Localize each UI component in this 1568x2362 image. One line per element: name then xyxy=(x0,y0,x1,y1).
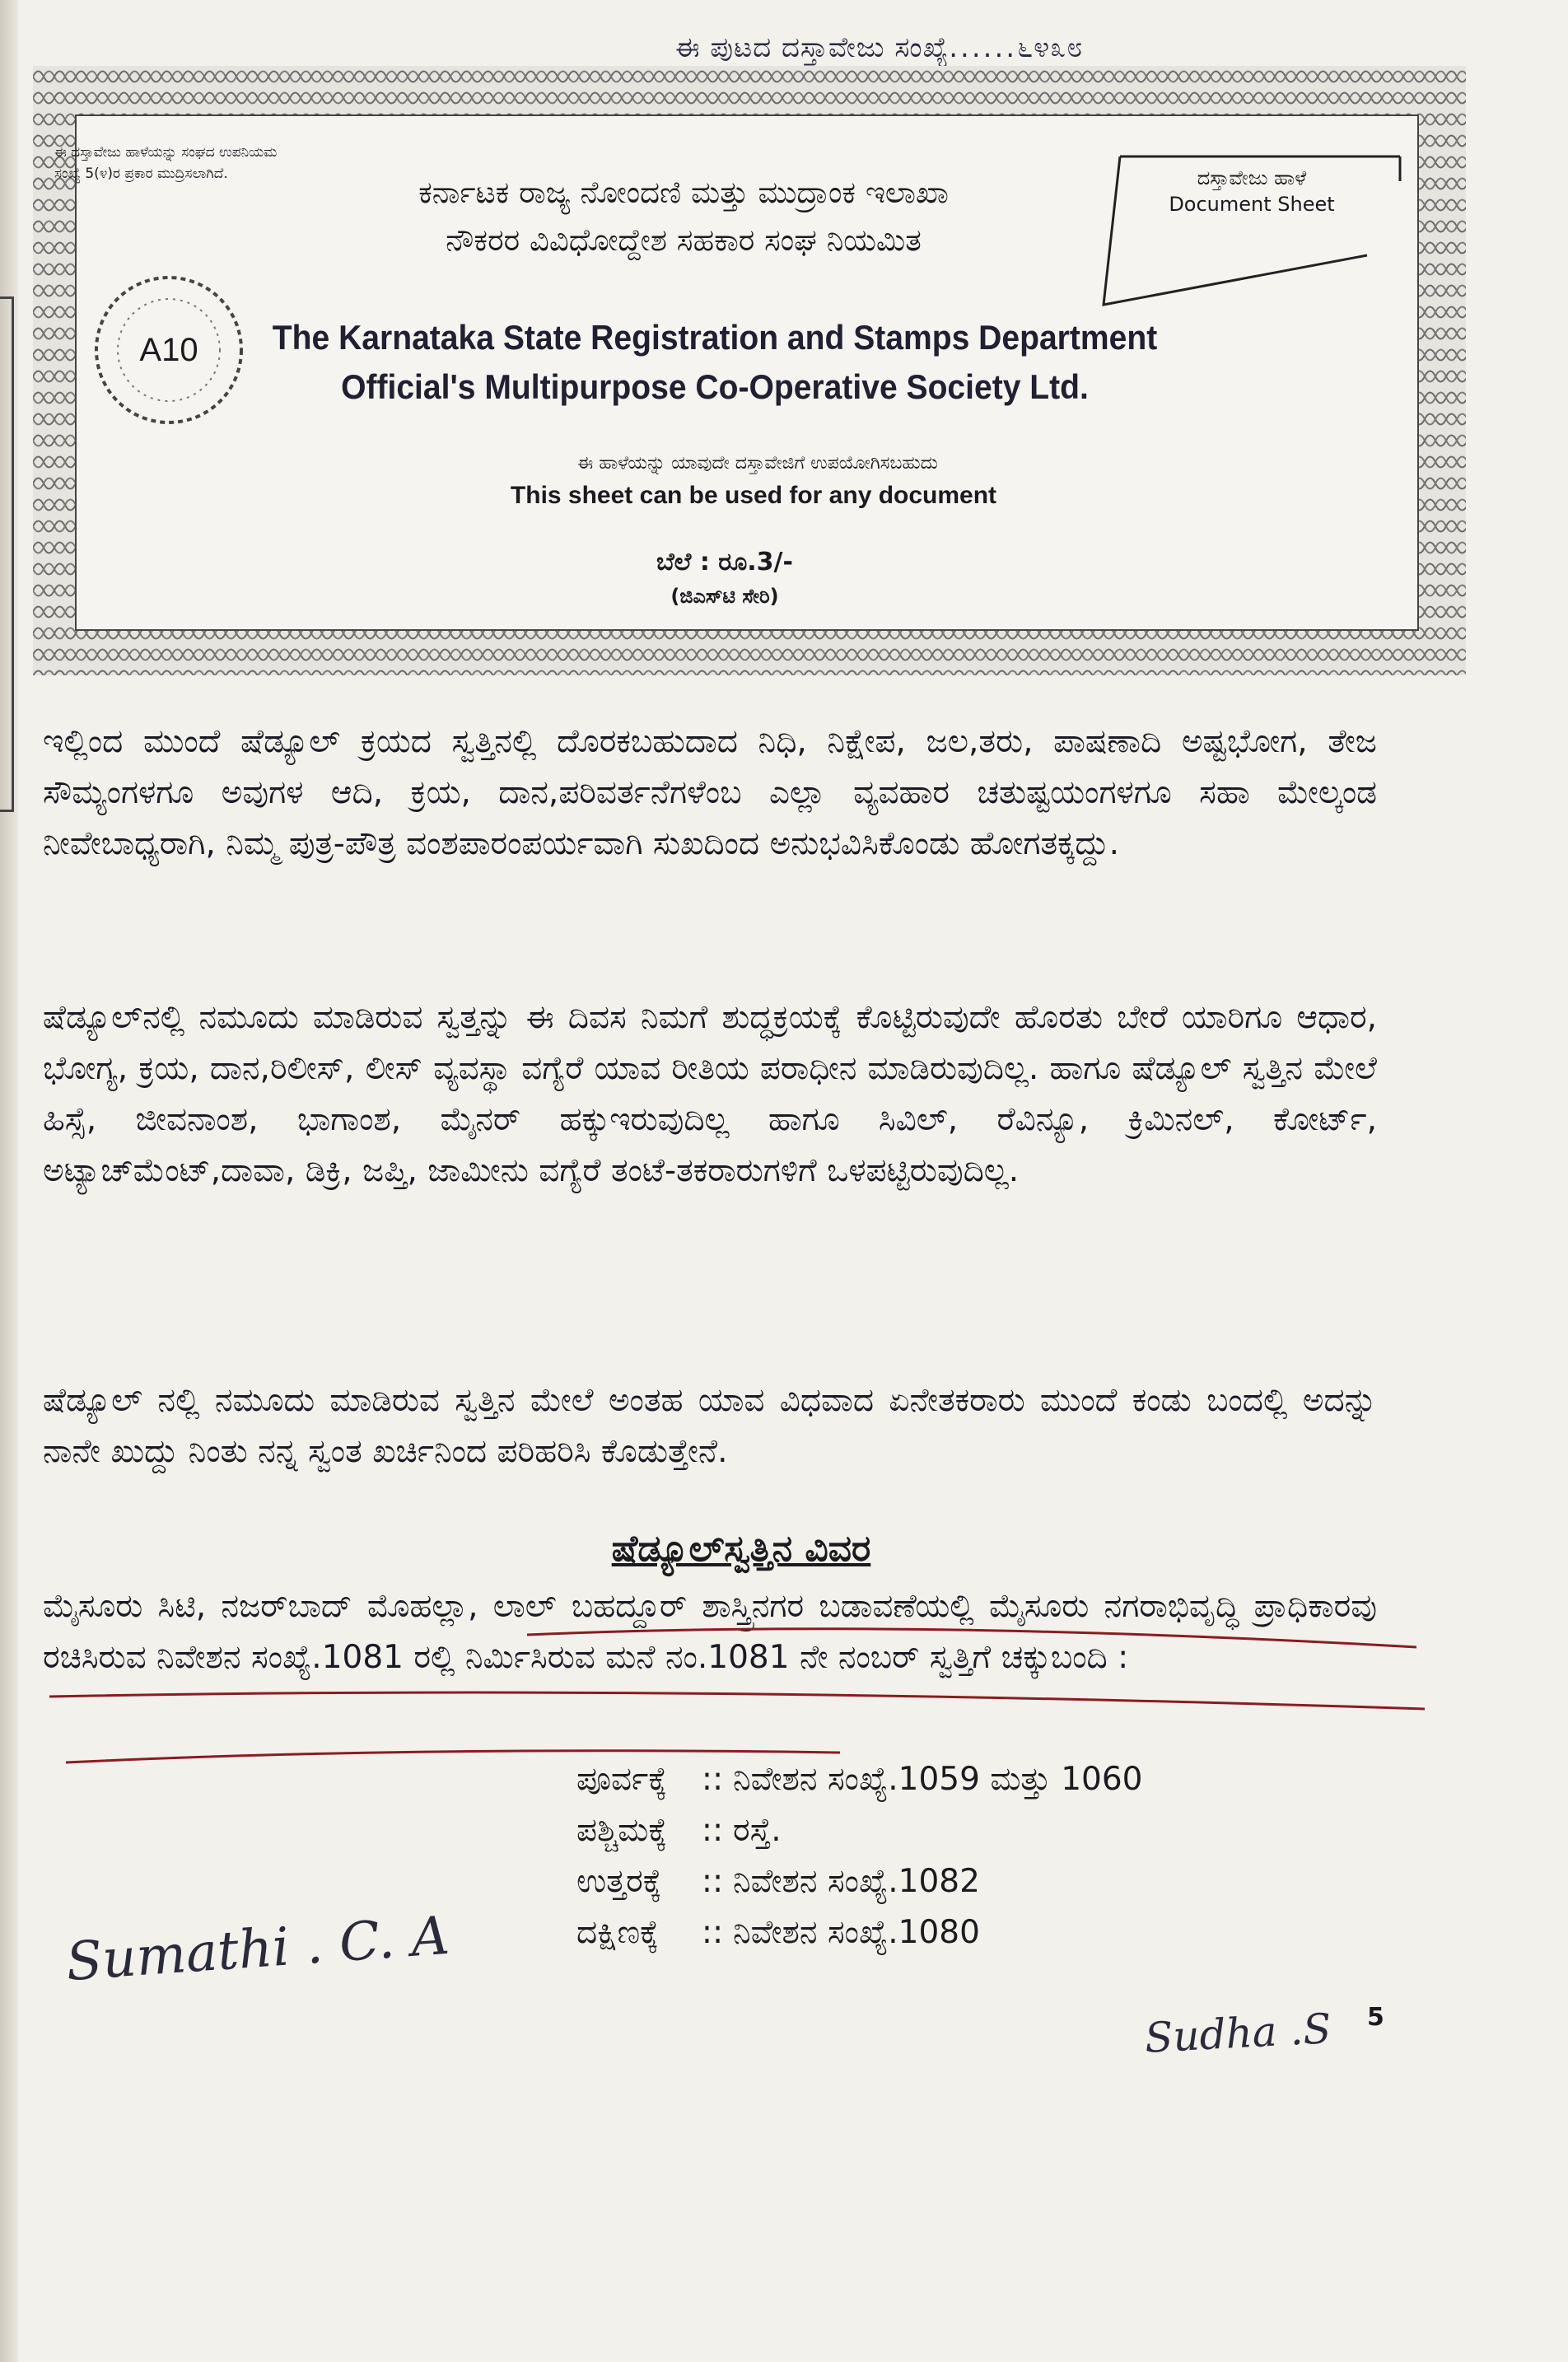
boundary-separator: :: xyxy=(701,1761,724,1798)
sheet-topleft-note xyxy=(54,142,277,184)
office-seal xyxy=(82,264,255,436)
schedule-description: ಮೈಸೂರು ಸಿಟಿ, ನಜರ್‌ಬಾದ್ ಮೊಹಲ್ಲಾ, ಲಾಲ್ ಬಹದ್ದೂರ್ ಶಾಸ್ತ್ರಿನಗರ ಬಡಾವಣೆಯಲ್ಲಿ ಮೈಸೂರು ನಗರಾಭಿವೃದ್ಧಿ ಪ್ರಾಧಿಕಾರವು ರಚಿಸಿರುವ ನಿವೇಶನ ಸಂಖ್ಯೆ.1081 ರಲ್ಲಿ ನಿರ್ಮಿಸಿರುವ ಮನೆ ನಂ.1081 ನೇ ನಂಬರ್ ಸ್ವತ್ತಿಗೆ ಚಕ್ಕುಬಂದಿ : xyxy=(43,1588,1377,1676)
boundary-direction: ದಕ್ಷಿಣಕ್ಕೆ xyxy=(576,1914,659,1951)
paragraph-indemnity: ಷೆಡ್ಯೂಲ್ ನಲ್ಲಿ ನಮೂದು ಮಾಡಿರುವ ಸ್ವತ್ತಿನ ಮೇಲೆ ಅಂತಹ ಯಾವ ವಿಧವಾದ ಏನೇತಕರಾರು ಮುಂದೆ ಕಂಡು ಬಂದಲ್ಲಿ ಅದನ್ನು ನಾನೇ ಖುದ್ದು ನಿಂತು ನನ್ನ ಸ್ವಂತ ಖರ್ಚಿನಿಂದ ಪರಿಹರಿಸಿ ಕೊಡುತ್ತೇನೆ. xyxy=(43,1382,1377,1470)
boundary-value: ನಿವೇಶನ ಸಂಖ್ಯೆ.1082 xyxy=(733,1863,980,1900)
boundary-separator: :: xyxy=(701,1863,724,1900)
boundary-direction: ಉತ್ತರಕ್ಕೆ xyxy=(576,1863,662,1900)
boundary-separator: :: xyxy=(701,1914,724,1951)
docsheet-en: Document Sheet xyxy=(1169,193,1335,216)
signature-right: Sudha .S xyxy=(1143,2005,1332,2062)
boundary-separator: :: xyxy=(701,1812,724,1849)
header-note-dots: ...... xyxy=(949,31,1018,64)
boundary-west xyxy=(576,1805,1142,1856)
docsheet-kn: ದಸ್ತಾವೇಜು ಹಾಳೆ xyxy=(1197,166,1307,189)
boundary-direction: ಪೂರ್ವಕ್ಕೆ xyxy=(576,1761,668,1798)
document-sheet-label xyxy=(1128,165,1375,217)
sheet-kannada-title xyxy=(404,169,964,264)
binder-clip xyxy=(0,296,14,812)
sheet-usage-english: This sheet can be used for any document xyxy=(510,482,997,509)
sheet-usage-kannada: ಈ ಹಾಳೆಯನ್ನು ಯಾವುದೇ ದಸ್ತಾವೇಜಿಗೆ ಉಪಯೋಗಿಸಬಹುದು xyxy=(577,453,938,474)
boundary-east xyxy=(576,1754,1142,1805)
page-number: 5 xyxy=(1367,2003,1384,2032)
sheet-en-title-line2: Official's Multipurpose Co-Operative Society Ltd. xyxy=(341,367,1089,406)
boundary-south xyxy=(576,1907,1142,1958)
boundaries-list xyxy=(576,1754,1142,1958)
header-note xyxy=(675,31,1083,64)
sheet-topleft-line2: ಸಂಖ್ಯೆ 5(೪)ರ ಪ್ರಕಾರ ಮುದ್ರಿಸಲಾಗಿದೆ. xyxy=(54,166,228,182)
boundary-north xyxy=(576,1856,1142,1907)
sheet-english-title xyxy=(255,313,1174,412)
signature-left: Sumathi . C. A xyxy=(63,1905,451,1994)
boundary-value: ನಿವೇಶನ ಸಂಖ್ಯೆ.1080 xyxy=(733,1914,980,1951)
schedule-heading: ಷೆಡ್ಯೂಲ್‌ಸ್ವತ್ತಿನ ವಿವರ xyxy=(611,1528,871,1570)
boundary-value: ರಸ್ತೆ. xyxy=(733,1812,782,1849)
boundary-direction: ಪಶ್ಚಿಮಕ್ಕೆ xyxy=(576,1812,668,1849)
sheet-topleft-line1: ಈ ದಸ್ತಾವೇಜು ಹಾಳೆಯನ್ನು ಸಂಘದ ಉಪನಿಯಮ xyxy=(54,144,278,161)
sheet-en-title-line1: The Karnataka State Registration and Stamps Department xyxy=(272,318,1158,357)
boundary-value: ನಿವೇಶನ ಸಂಖ್ಯೆ.1059 ಮತ್ತು 1060 xyxy=(733,1761,1143,1798)
sheet-price: ಬೆಲೆ : ರೂ.3/- xyxy=(656,548,793,576)
paragraph-no-encumbrance: ಷೆಡ್ಯೂಲ್‌ನಲ್ಲಿ ನಮೂದು ಮಾಡಿರುವ ಸ್ವತ್ತನ್ನು ಈ ದಿವಸ ನಿಮಗೆ ಶುದ್ಧಕ್ರಯಕ್ಕೆ ಕೊಟ್ಟಿರುವುದೇ ಹೊರತು ಬೇರೆ ಯಾರಿಗೂ ಆಧಾರ, ಭೋಗ್ಯ, ಕ್ರಯ, ದಾನ,ರಿಲೀಸ್, ಲೀಸ್ ವ್ಯವಸ್ಥಾ ವಗ್ಯೆರೆ ಯಾವ ರೀತಿಯ ಪರಾಧೀನ ಮಾಡಿರುವುದಿಲ್ಲ. ಹಾಗೂ ಷೆಡ್ಯೂಲ್ ಸ್ವತ್ತಿನ ಮೇಲೆ ಹಿಸ್ಸೆ, ಜೀವನಾಂಶ, ಭಾಗಾಂಶ, ಮೈನರ್ ಹಕ್ಕುಇರುವುದಿಲ್ಲ ಹಾಗೂ ಸಿವಿಲ್, ರೆವಿನ್ಯೂ, ಕ್ರಿಮಿನಲ್, ಕೋರ್ಟ್, ಅಟ್ಯಾಚ್‌ಮೆಂಟ್,ದಾವಾ, ಡಿಕ್ರಿ, ಜಪ್ತಿ, ಜಾಮೀನು ವಗ್ಯೆರೆ ತಂಟೆ-ತಕರಾರುಗಳಿಗೆ ಒಳಪಟ್ಟಿರುವುದಿಲ್ಲ. xyxy=(43,999,1377,1189)
stamp-sheet xyxy=(33,66,1466,675)
sheet-gst-note: (ಜಿಎಸ್‌ಟಿ ಸೇರಿ) xyxy=(670,585,779,608)
header-note-text: ಈ ಪುಟದ ದಸ್ತಾವೇಜು ಸಂಖ್ಯೆ xyxy=(675,31,950,64)
header-note-number: ೬೪೩೮ xyxy=(1017,31,1084,64)
sheet-kn-title-line1: ಕರ್ನಾಟಕ ರಾಜ್ಯ ನೋಂದಣಿ ಮತ್ತು ಮುದ್ರಾಂಕ ಇಲಾಖಾ xyxy=(418,175,949,210)
paragraph-rights: ಇಲ್ಲಿಂದ ಮುಂದೆ ಷೆಡ್ಯೂಲ್ ಕ್ರಯದ ಸ್ವತ್ತಿನಲ್ಲಿ ದೊರಕಬಹುದಾದ ನಿಧಿ, ನಿಕ್ಷೇಪ, ಜಲ,ತರು, ಪಾಷಣಾದಿ ಅಷ್ಟಭೋಗ, ತೇಜ ಸೌಮ್ಯಂಗಳಗೂ ಅವುಗಳ ಆದಿ, ಕ್ರಯ, ದಾನ,ಪರಿವರ್ತನೆಗಳೆಂಬ ಎಲ್ಲಾ ವ್ಯವಹಾರ ಚತುಷ್ಟಯಂಗಳಗೂ ಸಹಾ ಮೇಲ್ಕಂಡ ನೀವೇಬಾಧ್ಯರಾಗಿ, ನಿಮ್ಮ ಪುತ್ರ-ಪೌತ್ರ ವಂಶಪಾರಂಪರ್ಯವಾಗಿ ಸುಖದಿಂದ ಅನುಭವಿಸಿಕೊಂಡು ಹೋಗತಕ್ಕದ್ದು. xyxy=(43,723,1377,862)
sheet-kn-title-line2: ನೌಕರರ ವಿವಿಧೋದ್ದೇಶ ಸಹಕಾರ ಸಂಘ ನಿಯಮಿತ xyxy=(446,222,922,258)
seal-number: A10 xyxy=(139,331,198,368)
